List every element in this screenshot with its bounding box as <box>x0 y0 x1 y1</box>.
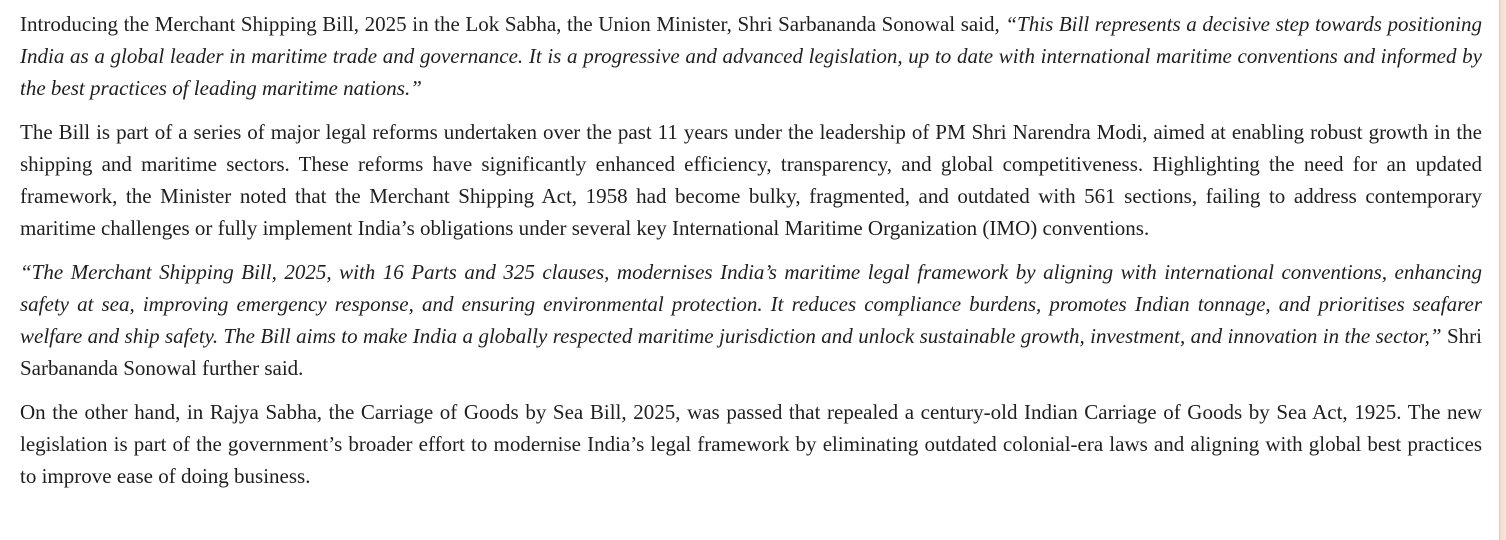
page-edge-divider <box>1499 0 1506 540</box>
paragraph-3 <box>20 256 1482 384</box>
paragraph-1-intro: Introducing the Merchant Shipping Bill, 2025 in the Lok Sabha, the Union Minister, Shri Sarbananda Sonowal said, <box>20 12 1006 36</box>
paragraph-2: The Bill is part of a series of major legal reforms undertaken over the past 11 years under the leadership of PM Shri Narendra Modi, aimed at enabling robust growth in the shipping and maritime sectors. These reforms have significantly enhanced efficiency, transparency, and global competitiveness. Highlighting the need for an updated framework, the Minister noted that the Merchant Shipping Act, 1958 had become bulky, fragmented, and outdated with 561 sections, failing to address contemporary maritime challenges or fully implement India’s obligations under several key International Maritime Organization (IMO) conventions. <box>20 120 1482 240</box>
paragraph-3-tail: Shri Sarbananda Sonowal further said. <box>20 324 1482 380</box>
minister-quote-2: “The Merchant Shipping Bill, 2025, with 16 Parts and 325 clauses, modernises India’s maritime legal framework by aligning with international conventions, enhancing safety at sea, improving emergency response, and ensuring environmental protection. It reduces compliance burdens, promotes Indian tonnage, and prioritises seafarer welfare and ship safety. The Bill aims to make India a globally respected maritime jurisdiction and unlock sustainable growth, investment, and innovation in the sector,” <box>20 260 1482 348</box>
paragraph-4: On the other hand, in Rajya Sabha, the Carriage of Goods by Sea Bill, 2025, was passed that repealed a century-old Indian Carriage of Goods by Sea Act, 1925. The new legislation is part of the government’s broader effort to modernise India’s legal framework by eliminating outdated colonial-era laws and aligning with global best practices to improve ease of doing business. <box>20 400 1482 488</box>
minister-quote-1: “This Bill represents a decisive step towards positioning India as a global leader in maritime trade and governance. It is a progressive and advanced legislation, up to date with international maritime conventions and informed by the best practices of leading maritime nations.” <box>20 12 1482 100</box>
paragraph-1 <box>20 8 1482 104</box>
